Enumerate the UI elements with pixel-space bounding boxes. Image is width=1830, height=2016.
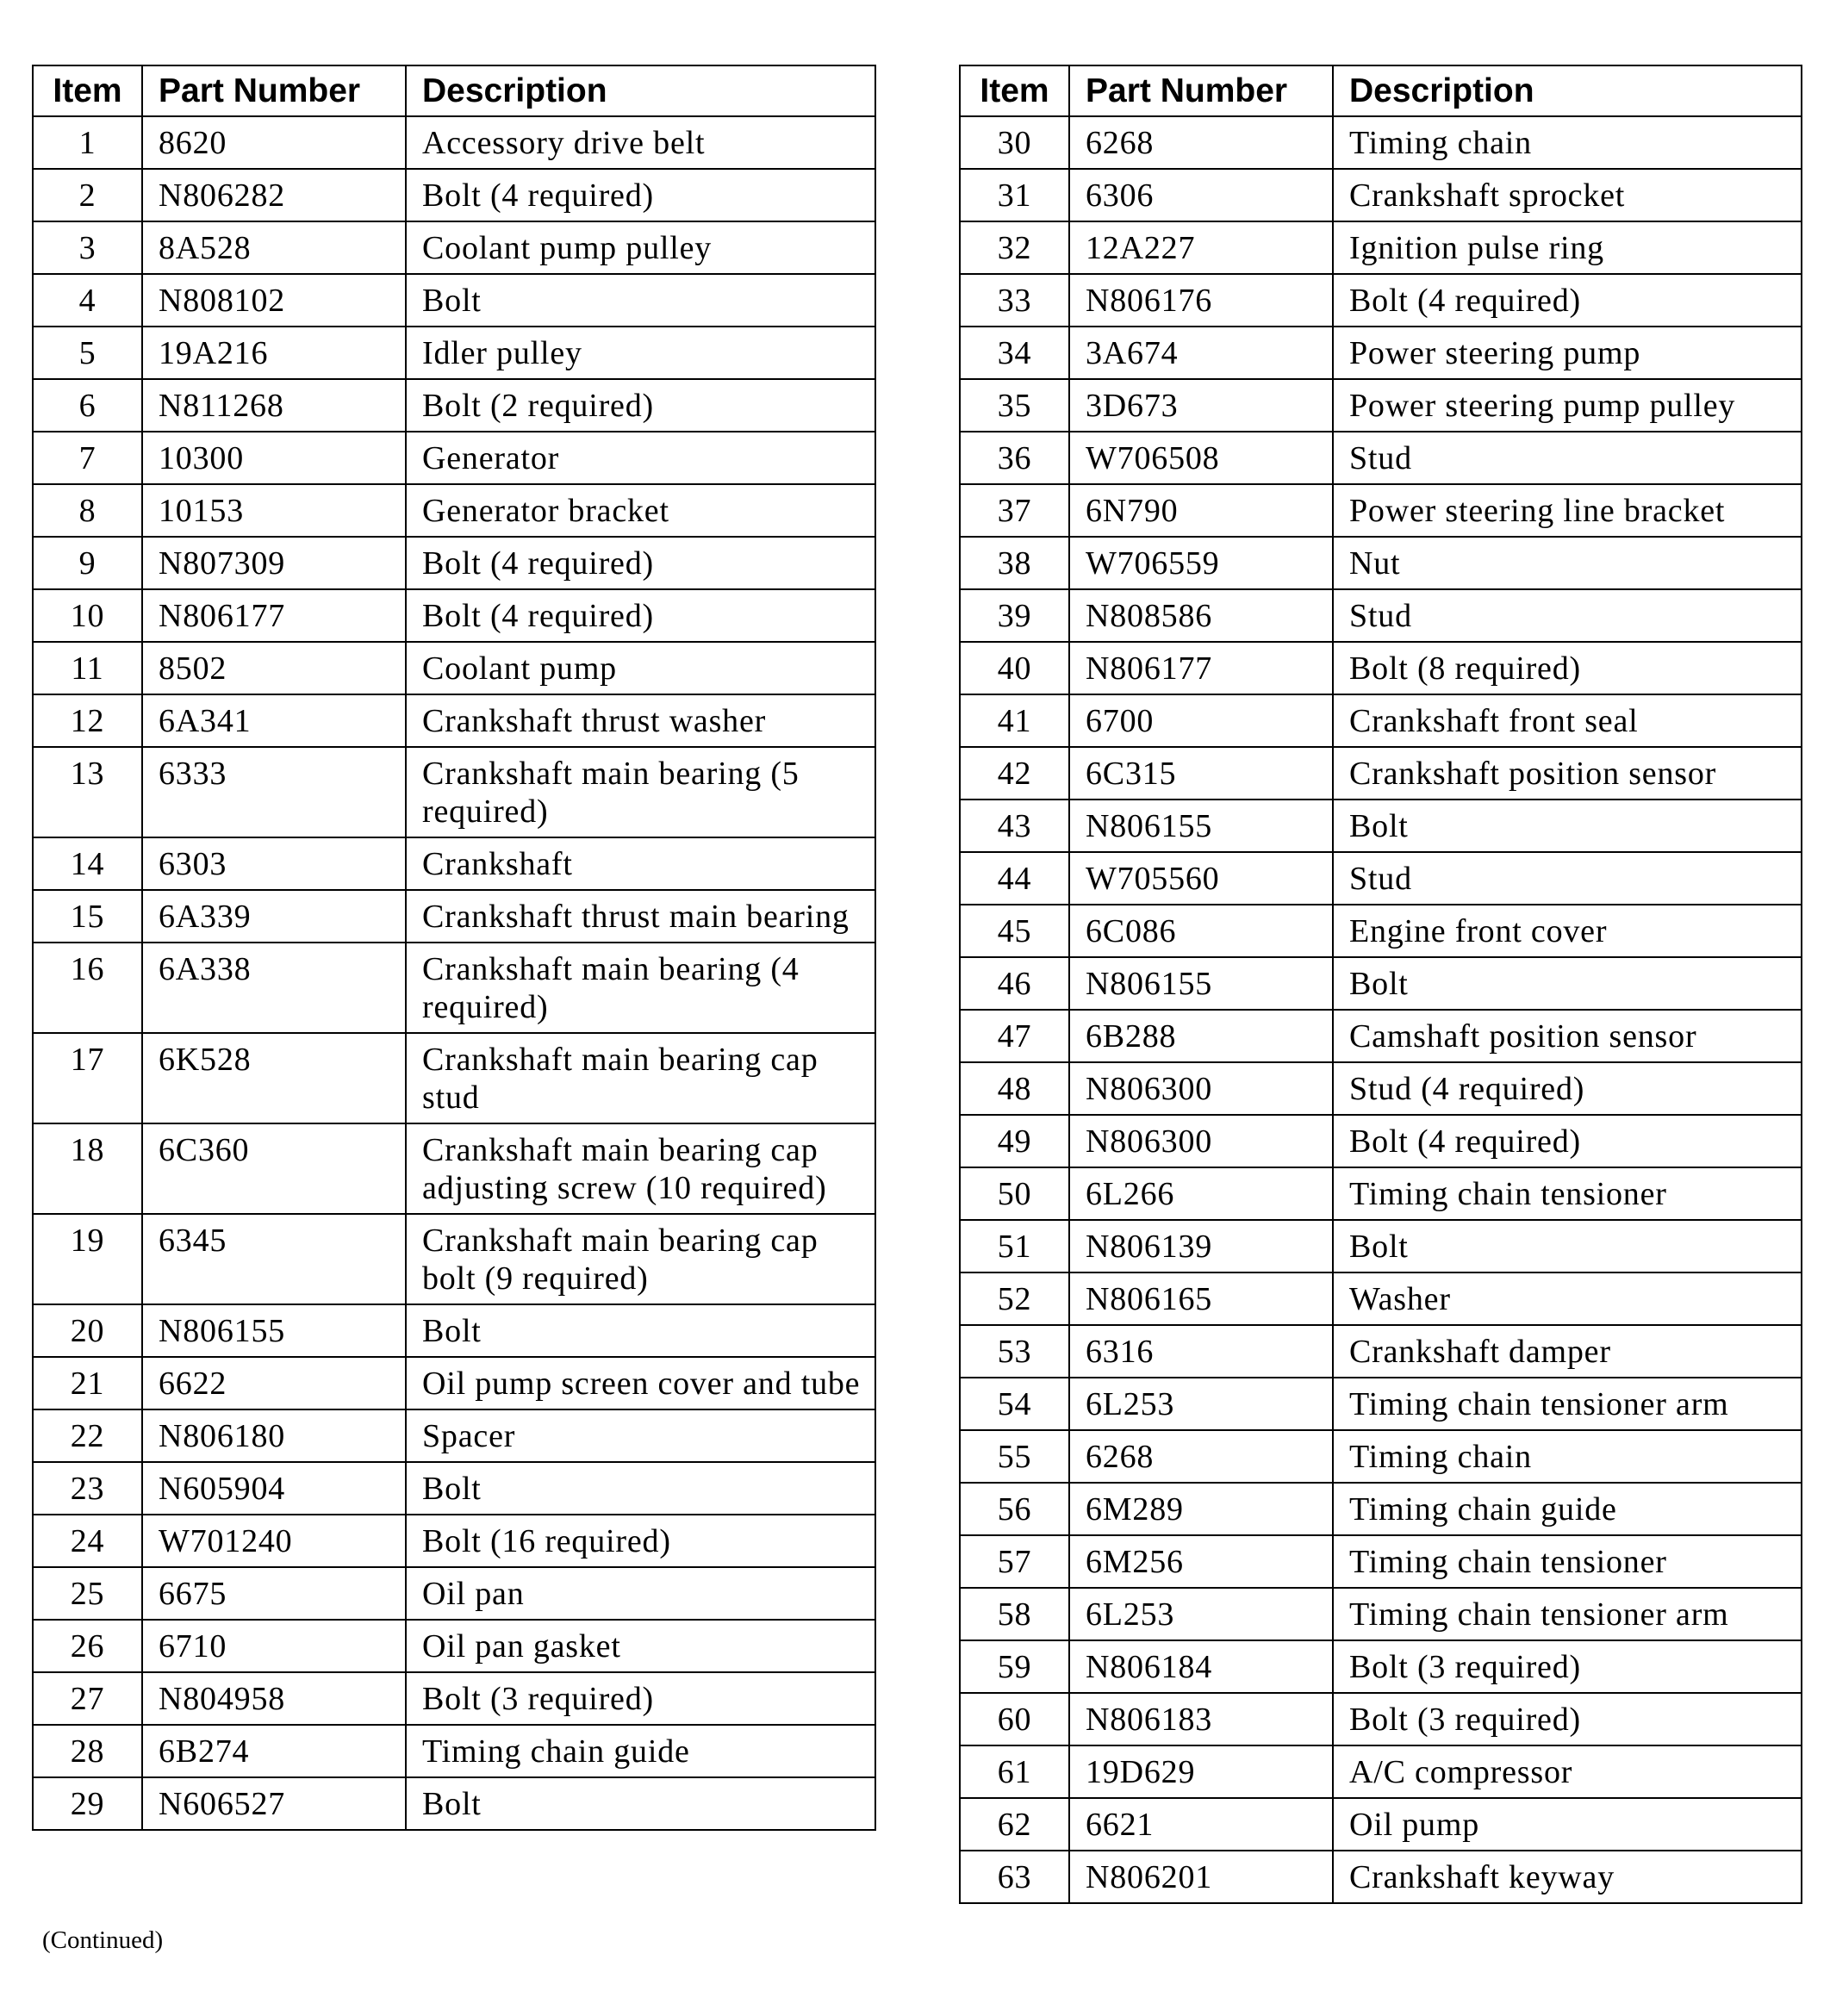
description-cell: Timing chain guide — [1333, 1483, 1802, 1535]
table-row — [960, 905, 1802, 957]
description-cell: Timing chain tensioner arm — [1333, 1378, 1802, 1430]
table-row — [960, 1640, 1802, 1693]
item-cell: 37 — [960, 484, 1069, 537]
table-row — [33, 1357, 875, 1409]
description-cell: Bolt — [406, 1304, 875, 1357]
part-number-cell: N806183 — [1069, 1693, 1333, 1745]
description-cell: Camshaft position sensor — [1333, 1010, 1802, 1062]
table-row — [33, 837, 875, 890]
item-cell: 23 — [33, 1462, 142, 1515]
description-cell: Bolt (4 required) — [406, 537, 875, 589]
item-cell: 20 — [33, 1304, 142, 1357]
item-cell: 18 — [33, 1123, 142, 1214]
table-row — [33, 1725, 875, 1777]
part-number-cell: N806300 — [1069, 1115, 1333, 1167]
table-row — [960, 1115, 1802, 1167]
item-cell: 25 — [33, 1567, 142, 1620]
item-cell: 62 — [960, 1798, 1069, 1851]
part-number-cell: 8502 — [142, 642, 406, 694]
table-row — [33, 379, 875, 432]
table-row — [960, 1272, 1802, 1325]
description-cell: Bolt (4 required) — [406, 169, 875, 221]
part-number-cell: N808586 — [1069, 589, 1333, 642]
part-number-cell: 6A338 — [142, 943, 406, 1033]
part-number-cell: 8A528 — [142, 221, 406, 274]
part-number-cell: N806155 — [142, 1304, 406, 1357]
part-number-cell: W705560 — [1069, 852, 1333, 905]
part-number-cell: N806177 — [142, 589, 406, 642]
item-cell: 17 — [33, 1033, 142, 1123]
table-header-row — [33, 65, 875, 116]
item-cell: 6 — [33, 379, 142, 432]
table-row — [960, 274, 1802, 327]
description-cell: Timing chain guide — [406, 1725, 875, 1777]
part-number-cell: 6333 — [142, 747, 406, 837]
table-row — [33, 1033, 875, 1123]
description-cell: Power steering line bracket — [1333, 484, 1802, 537]
table-row — [960, 1167, 1802, 1220]
description-cell: Stud — [1333, 589, 1802, 642]
description-cell: Idler pulley — [406, 327, 875, 379]
table-row — [960, 116, 1802, 169]
table-row — [33, 1123, 875, 1214]
item-cell: 7 — [33, 432, 142, 484]
part-number-cell: 10300 — [142, 432, 406, 484]
table-body-right — [960, 116, 1802, 1903]
description-cell: Bolt (4 required) — [1333, 274, 1802, 327]
part-number-cell: 6345 — [142, 1214, 406, 1304]
item-cell: 58 — [960, 1588, 1069, 1640]
description-cell: Crankshaft main bearing cap adjusting screw (10 required) — [406, 1123, 875, 1214]
part-number-cell: W706508 — [1069, 432, 1333, 484]
item-cell: 11 — [33, 642, 142, 694]
description-cell: Crankshaft thrust main bearing — [406, 890, 875, 943]
table-row — [33, 1304, 875, 1357]
table-row — [960, 852, 1802, 905]
part-number-cell: N806177 — [1069, 642, 1333, 694]
item-cell: 35 — [960, 379, 1069, 432]
part-number-cell: N806155 — [1069, 957, 1333, 1010]
description-cell: Bolt — [1333, 800, 1802, 852]
description-cell: Power steering pump — [1333, 327, 1802, 379]
description-cell: Coolant pump pulley — [406, 221, 875, 274]
description-cell: Timing chain — [1333, 1430, 1802, 1483]
table-row — [960, 800, 1802, 852]
description-cell: Bolt (4 required) — [406, 589, 875, 642]
part-number-cell: N606527 — [142, 1777, 406, 1830]
item-cell: 21 — [33, 1357, 142, 1409]
description-cell: Crankshaft main bearing cap stud — [406, 1033, 875, 1123]
description-cell: Bolt (3 required) — [406, 1672, 875, 1725]
description-cell: Stud (4 required) — [1333, 1062, 1802, 1115]
description-cell: Crankshaft — [406, 837, 875, 890]
description-cell: Crankshaft main bearing cap bolt (9 required) — [406, 1214, 875, 1304]
table-row — [960, 432, 1802, 484]
table-row — [33, 537, 875, 589]
description-cell: Bolt (3 required) — [1333, 1640, 1802, 1693]
table-row — [33, 1462, 875, 1515]
description-cell: Crankshaft thrust washer — [406, 694, 875, 747]
item-cell: 5 — [33, 327, 142, 379]
table-row — [33, 1567, 875, 1620]
part-number-cell: 12A227 — [1069, 221, 1333, 274]
item-cell: 53 — [960, 1325, 1069, 1378]
item-cell: 60 — [960, 1693, 1069, 1745]
item-cell: 59 — [960, 1640, 1069, 1693]
item-cell: 3 — [33, 221, 142, 274]
part-number-cell: N806180 — [142, 1409, 406, 1462]
item-cell: 36 — [960, 432, 1069, 484]
table-row — [960, 537, 1802, 589]
description-cell: Bolt — [406, 274, 875, 327]
part-number-cell: 6268 — [1069, 1430, 1333, 1483]
table-row — [33, 274, 875, 327]
description-cell: Bolt (16 required) — [406, 1515, 875, 1567]
part-number-cell: N806184 — [1069, 1640, 1333, 1693]
item-cell: 45 — [960, 905, 1069, 957]
description-cell: A/C compressor — [1333, 1745, 1802, 1798]
parts-table-right — [959, 65, 1802, 1904]
description-cell: Bolt (8 required) — [1333, 642, 1802, 694]
table-row — [960, 1483, 1802, 1535]
item-cell: 55 — [960, 1430, 1069, 1483]
part-number-cell: N806155 — [1069, 800, 1333, 852]
part-number-cell: 6C086 — [1069, 905, 1333, 957]
part-number-cell: 6M256 — [1069, 1535, 1333, 1588]
description-cell: Stud — [1333, 432, 1802, 484]
column-header-item: Item — [33, 65, 142, 116]
table-row — [960, 747, 1802, 800]
item-cell: 27 — [33, 1672, 142, 1725]
description-cell: Bolt — [1333, 1220, 1802, 1272]
item-cell: 32 — [960, 221, 1069, 274]
item-cell: 40 — [960, 642, 1069, 694]
description-cell: Generator — [406, 432, 875, 484]
item-cell: 26 — [33, 1620, 142, 1672]
table-row — [960, 1745, 1802, 1798]
description-cell: Spacer — [406, 1409, 875, 1462]
part-number-cell: 19A216 — [142, 327, 406, 379]
item-cell: 22 — [33, 1409, 142, 1462]
description-cell: Bolt — [1333, 957, 1802, 1010]
description-cell: Generator bracket — [406, 484, 875, 537]
part-number-cell: 6B288 — [1069, 1010, 1333, 1062]
description-cell: Crankshaft main bearing (4 required) — [406, 943, 875, 1033]
description-cell: Crankshaft damper — [1333, 1325, 1802, 1378]
item-cell: 57 — [960, 1535, 1069, 1588]
part-number-cell: N806282 — [142, 169, 406, 221]
part-number-cell: 6K528 — [142, 1033, 406, 1123]
item-cell: 13 — [33, 747, 142, 837]
table-row — [33, 432, 875, 484]
table-row — [960, 1010, 1802, 1062]
description-cell: Oil pan — [406, 1567, 875, 1620]
description-cell: Bolt (3 required) — [1333, 1693, 1802, 1745]
table-row — [33, 747, 875, 837]
part-number-cell: N811268 — [142, 379, 406, 432]
part-number-cell: 6A339 — [142, 890, 406, 943]
item-cell: 28 — [33, 1725, 142, 1777]
table-row — [960, 484, 1802, 537]
description-cell: Crankshaft front seal — [1333, 694, 1802, 747]
column-header-part-number: Part Number — [142, 65, 406, 116]
table-row — [960, 327, 1802, 379]
item-cell: 30 — [960, 116, 1069, 169]
description-cell: Crankshaft main bearing (5 required) — [406, 747, 875, 837]
item-cell: 48 — [960, 1062, 1069, 1115]
table-row — [960, 642, 1802, 694]
part-number-cell: N806300 — [1069, 1062, 1333, 1115]
item-cell: 2 — [33, 169, 142, 221]
table-row — [33, 1515, 875, 1567]
part-number-cell: 6306 — [1069, 169, 1333, 221]
part-number-cell: 6268 — [1069, 116, 1333, 169]
description-cell: Stud — [1333, 852, 1802, 905]
table-row — [33, 1409, 875, 1462]
table-row — [960, 1220, 1802, 1272]
item-cell: 24 — [33, 1515, 142, 1567]
item-cell: 41 — [960, 694, 1069, 747]
part-number-cell: N605904 — [142, 1462, 406, 1515]
description-cell: Power steering pump pulley — [1333, 379, 1802, 432]
part-number-cell: W701240 — [142, 1515, 406, 1567]
column-header-description: Description — [1333, 65, 1802, 116]
table-row — [33, 1214, 875, 1304]
item-cell: 42 — [960, 747, 1069, 800]
table-header-row — [960, 65, 1802, 116]
table-row — [960, 1588, 1802, 1640]
item-cell: 43 — [960, 800, 1069, 852]
description-cell: Bolt — [406, 1462, 875, 1515]
item-cell: 54 — [960, 1378, 1069, 1430]
table-row — [960, 221, 1802, 274]
item-cell: 9 — [33, 537, 142, 589]
part-number-cell: N804958 — [142, 1672, 406, 1725]
part-number-cell: 6303 — [142, 837, 406, 890]
table-row — [33, 694, 875, 747]
table-row — [33, 484, 875, 537]
table-row — [33, 327, 875, 379]
part-number-cell: 3A674 — [1069, 327, 1333, 379]
table-row — [33, 1620, 875, 1672]
item-cell: 52 — [960, 1272, 1069, 1325]
part-number-cell: 6A341 — [142, 694, 406, 747]
table-row — [960, 1430, 1802, 1483]
part-number-cell: 6700 — [1069, 694, 1333, 747]
item-cell: 39 — [960, 589, 1069, 642]
part-number-cell: 6C315 — [1069, 747, 1333, 800]
column-header-description: Description — [406, 65, 875, 116]
item-cell: 33 — [960, 274, 1069, 327]
part-number-cell: 10153 — [142, 484, 406, 537]
description-cell: Timing chain tensioner — [1333, 1535, 1802, 1588]
item-cell: 50 — [960, 1167, 1069, 1220]
part-number-cell: W706559 — [1069, 537, 1333, 589]
item-cell: 46 — [960, 957, 1069, 1010]
part-number-cell: 6L253 — [1069, 1588, 1333, 1640]
table-row — [960, 1851, 1802, 1903]
table-row — [960, 1062, 1802, 1115]
part-number-cell: 6L266 — [1069, 1167, 1333, 1220]
table-row — [960, 1378, 1802, 1430]
part-number-cell: 6N790 — [1069, 484, 1333, 537]
part-number-cell: N806201 — [1069, 1851, 1333, 1903]
description-cell: Crankshaft keyway — [1333, 1851, 1802, 1903]
description-cell: Bolt (4 required) — [1333, 1115, 1802, 1167]
item-cell: 49 — [960, 1115, 1069, 1167]
item-cell: 29 — [33, 1777, 142, 1830]
description-cell: Bolt (2 required) — [406, 379, 875, 432]
part-number-cell: N807309 — [142, 537, 406, 589]
item-cell: 38 — [960, 537, 1069, 589]
item-cell: 44 — [960, 852, 1069, 905]
description-cell: Bolt — [406, 1777, 875, 1830]
table-row — [960, 169, 1802, 221]
description-cell: Timing chain — [1333, 116, 1802, 169]
table-row — [960, 1798, 1802, 1851]
description-cell: Oil pan gasket — [406, 1620, 875, 1672]
item-cell: 8 — [33, 484, 142, 537]
description-cell: Oil pump screen cover and tube — [406, 1357, 875, 1409]
part-number-cell: N806165 — [1069, 1272, 1333, 1325]
part-number-cell: 6675 — [142, 1567, 406, 1620]
part-number-cell: 6L253 — [1069, 1378, 1333, 1430]
table-row — [33, 589, 875, 642]
item-cell: 14 — [33, 837, 142, 890]
item-cell: 51 — [960, 1220, 1069, 1272]
table-row — [33, 943, 875, 1033]
column-header-part-number: Part Number — [1069, 65, 1333, 116]
item-cell: 12 — [33, 694, 142, 747]
part-number-cell: N808102 — [142, 274, 406, 327]
item-cell: 15 — [33, 890, 142, 943]
table-row — [33, 890, 875, 943]
item-cell: 34 — [960, 327, 1069, 379]
description-cell: Coolant pump — [406, 642, 875, 694]
description-cell: Ignition pulse ring — [1333, 221, 1802, 274]
description-cell: Timing chain tensioner arm — [1333, 1588, 1802, 1640]
description-cell: Oil pump — [1333, 1798, 1802, 1851]
part-number-cell: 6622 — [142, 1357, 406, 1409]
table-row — [960, 1693, 1802, 1745]
part-number-cell: 6B274 — [142, 1725, 406, 1777]
table-row — [33, 1777, 875, 1830]
description-cell: Accessory drive belt — [406, 116, 875, 169]
table-row — [960, 1535, 1802, 1588]
table-row — [960, 379, 1802, 432]
description-cell: Washer — [1333, 1272, 1802, 1325]
table-row — [33, 1672, 875, 1725]
part-number-cell: N806176 — [1069, 274, 1333, 327]
table-row — [33, 169, 875, 221]
table-row — [33, 642, 875, 694]
description-cell: Engine front cover — [1333, 905, 1802, 957]
item-cell: 19 — [33, 1214, 142, 1304]
item-cell: 61 — [960, 1745, 1069, 1798]
table-row — [960, 957, 1802, 1010]
item-cell: 63 — [960, 1851, 1069, 1903]
table-body-left — [33, 116, 875, 1830]
part-number-cell: 6710 — [142, 1620, 406, 1672]
continued-note: (Continued) — [42, 1926, 164, 1954]
item-cell: 10 — [33, 589, 142, 642]
item-cell: 31 — [960, 169, 1069, 221]
description-cell: Timing chain tensioner — [1333, 1167, 1802, 1220]
description-cell: Nut — [1333, 537, 1802, 589]
part-number-cell: 6621 — [1069, 1798, 1333, 1851]
table-row — [33, 221, 875, 274]
part-number-cell: 19D629 — [1069, 1745, 1333, 1798]
table-row — [960, 1325, 1802, 1378]
part-number-cell: 8620 — [142, 116, 406, 169]
part-number-cell: 3D673 — [1069, 379, 1333, 432]
part-number-cell: 6C360 — [142, 1123, 406, 1214]
table-row — [33, 116, 875, 169]
part-number-cell: 6316 — [1069, 1325, 1333, 1378]
description-cell: Crankshaft position sensor — [1333, 747, 1802, 800]
table-row — [960, 589, 1802, 642]
item-cell: 16 — [33, 943, 142, 1033]
item-cell: 56 — [960, 1483, 1069, 1535]
item-cell: 47 — [960, 1010, 1069, 1062]
table-row — [960, 694, 1802, 747]
column-header-item: Item — [960, 65, 1069, 116]
part-number-cell: N806139 — [1069, 1220, 1333, 1272]
item-cell: 4 — [33, 274, 142, 327]
item-cell: 1 — [33, 116, 142, 169]
parts-table-left — [32, 65, 876, 1831]
part-number-cell: 6M289 — [1069, 1483, 1333, 1535]
description-cell: Crankshaft sprocket — [1333, 169, 1802, 221]
